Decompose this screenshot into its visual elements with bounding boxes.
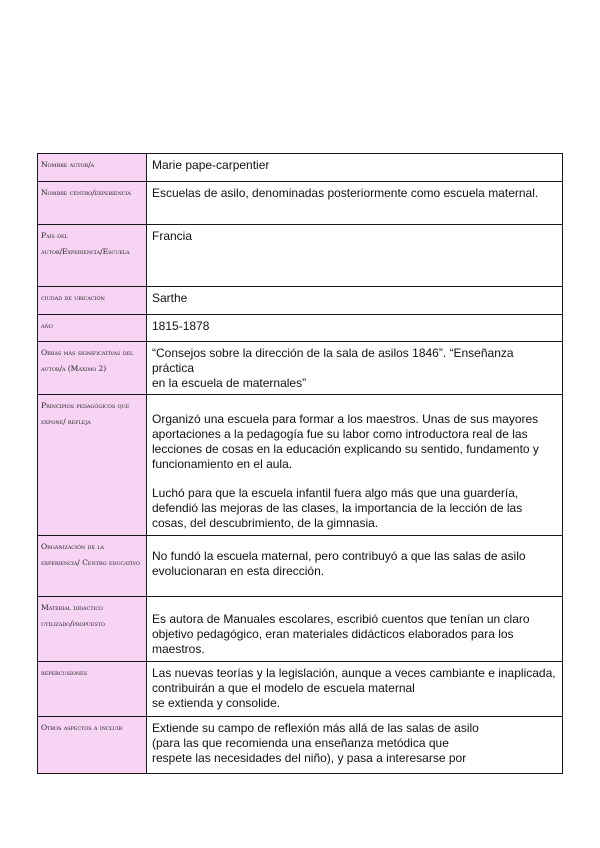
text-line: cosas, del descubrimiento, de la gimnasia. xyxy=(152,516,379,530)
text-line: maestros. xyxy=(152,642,205,656)
text-line: Extiende su campo de reflexión más allá de las salas de asilo xyxy=(152,721,479,735)
row-label-material: Material didáctico utilizado/propuesto xyxy=(38,597,147,662)
text-line: en la escuela de maternales” xyxy=(152,376,307,390)
experience-form-table xyxy=(37,153,563,774)
row-value-autor xyxy=(147,154,563,182)
text-line: Es autora de Manuales escolares, escribió cuentos que tenían un claro xyxy=(152,612,530,626)
row-label-otros: Otros aspectos a incluir xyxy=(38,717,147,774)
row-label-organizacion: Organización de la experiencia/ Centro educativo xyxy=(38,536,147,597)
row-label-repercusiones: repercusiones xyxy=(38,662,147,717)
row-label-anio: año xyxy=(38,315,147,342)
text-line: Francia xyxy=(152,229,193,243)
row-value-anio xyxy=(147,315,563,342)
text-line: Sarthe xyxy=(152,291,188,305)
text-line: Las nuevas teorías y la legislación, aunque a veces cambiante e inaplicada, xyxy=(152,666,556,680)
table-row xyxy=(38,225,563,287)
table-row xyxy=(38,315,563,342)
text-line: respete las necesidades del niño), y pasa a interesarse por xyxy=(152,751,467,765)
table-row xyxy=(38,342,563,395)
text-line: Organizó una escuela para formar a los maestros. Unas de sus mayores xyxy=(152,412,539,426)
row-value-repercusiones xyxy=(147,662,563,717)
text-line: Escuelas de asilo, denominadas posteriormente como escuela maternal. xyxy=(152,186,539,200)
row-value-centro xyxy=(147,182,563,225)
table-row xyxy=(38,395,563,536)
row-label-ciudad: ciudad de ubicación xyxy=(38,287,147,315)
row-label-centro: Nombre centro/experiencia xyxy=(38,182,147,225)
table-row xyxy=(38,154,563,182)
table-row xyxy=(38,597,563,662)
text-line: evolucionaran en esta dirección. xyxy=(152,564,325,578)
table-row xyxy=(38,182,563,225)
text-line: defendió las mejoras de las clases, la importancia de la lección de las xyxy=(152,501,523,515)
text-line: contribuirán a que el modelo de escuela maternal xyxy=(152,681,415,695)
row-value-obras xyxy=(147,342,563,395)
row-value-principios xyxy=(147,395,563,536)
row-label-principios: Principios pedagógicos que expone/ refleja xyxy=(38,395,147,536)
table-row xyxy=(38,536,563,597)
table-row xyxy=(38,717,563,774)
text-line: funcionamiento en el aula. xyxy=(152,457,293,471)
table-row xyxy=(38,287,563,315)
row-value-otros xyxy=(147,717,563,774)
row-value-organizacion xyxy=(147,536,563,597)
table-row xyxy=(38,662,563,717)
text-line: No fundó la escuela maternal, pero contribuyó a que las salas de asilo xyxy=(152,549,526,563)
row-value-material xyxy=(147,597,563,662)
text-line: se extienda y consolide. xyxy=(152,696,281,710)
text-line: 1815-1878 xyxy=(152,319,210,333)
text-line: aportaciones a la pedagogía fue su labor como introductora real de las xyxy=(152,427,528,441)
text-line: Luchó para que la escuela infantil fuera algo más que una guardería, xyxy=(152,486,519,500)
row-label-autor: Nombre autor/a xyxy=(38,154,147,182)
text-line: objetivo pedagógico, eran materiales didácticos elaborados para los xyxy=(152,627,514,641)
text-line: Marie pape-carpentier xyxy=(152,158,270,172)
row-value-ciudad xyxy=(147,287,563,315)
text-line: (para las que recomienda una enseñanza metódica que xyxy=(152,736,449,750)
row-label-obras: Obras más significativas del autor/a (Máximo 2) xyxy=(38,342,147,395)
row-label-pais: País del autor/Experiencia/Escuela xyxy=(38,225,147,287)
text-line: “Consejos sobre la dirección de la sala de asilos 1846”. “Enseñanza práctica xyxy=(152,346,514,375)
text-line: lecciones de cosas en la educación explicando su sentido, fundamento y xyxy=(152,442,539,456)
row-value-pais xyxy=(147,225,563,287)
